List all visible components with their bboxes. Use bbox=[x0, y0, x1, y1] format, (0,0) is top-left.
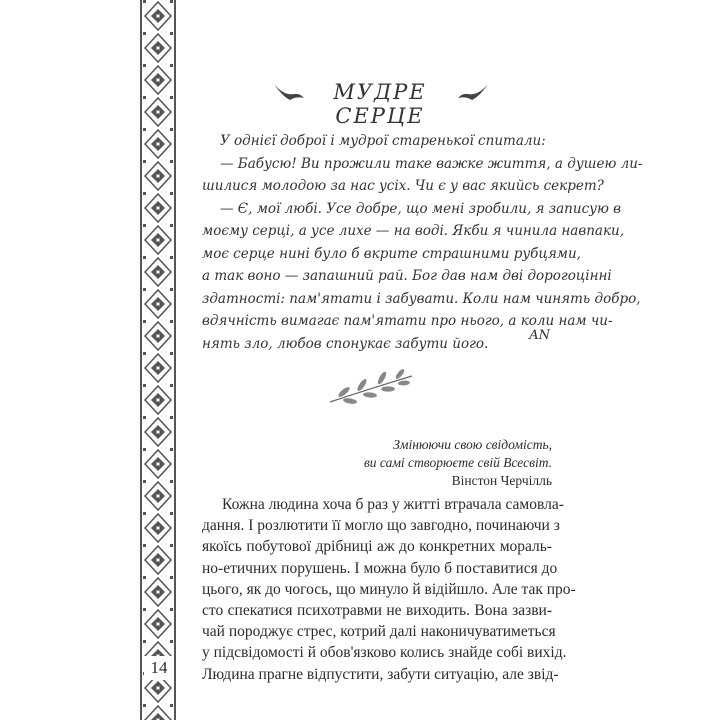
story-text bbox=[202, 130, 643, 355]
story-line: здатності: пам'ятати і забувати. Коли нам чинять добро, bbox=[202, 290, 641, 307]
body-text bbox=[202, 494, 576, 685]
ornament-pattern bbox=[142, 0, 174, 720]
epigraph-author: Вінстон Черчілль bbox=[451, 473, 552, 488]
body-line: цього, як до чогось, що минуло й відійшло. Але так про- bbox=[202, 580, 576, 598]
epigraph-line: ви самі створюєте свій Всесвіт. bbox=[363, 455, 552, 470]
page-number: 14 bbox=[144, 656, 174, 680]
body-line: сто спекатися психотравми не виходить. Вона зазви- bbox=[202, 602, 552, 620]
body-line: но-етичних порушень. І можна було б поставитися до bbox=[202, 559, 558, 577]
story-line: У однієї доброї і мудрої старенької спитали: bbox=[220, 133, 546, 149]
epigraph-line: Змінюючи свою свідомість, bbox=[393, 437, 552, 452]
epigraph bbox=[364, 436, 552, 490]
story-line: моєму серці, а усе лихе — на воді. Якби я чинила навпаки, bbox=[202, 223, 624, 239]
story-line: шилися молодою за нас усіх. Чи є у вас якийсь секрет? bbox=[202, 178, 604, 194]
body-line: Людина прагне відпустити, забути ситуацію, але звід- bbox=[202, 665, 559, 683]
story-line: а так воно — запашний рай. Бог дав нам дві дорогоцінні bbox=[202, 268, 612, 284]
story-line: вдячність вимагає пам'ятати про нього, а коли нам чи- bbox=[202, 313, 613, 329]
story-line: моє серце нині було б вкрите страшними рубцями, bbox=[202, 245, 581, 262]
body-line: дання. І розлютити її могло що завгодно, починаючи з bbox=[202, 517, 560, 535]
story-line: нять зло, любов спонукає забути його. bbox=[202, 335, 489, 352]
body-line: Кожна людина хоча б раз у житті втрачала самовла- bbox=[222, 496, 564, 513]
swallow-right-icon bbox=[456, 82, 490, 104]
story-line: — Бабусю! Ви прожили таке важке життя, а душею ли- bbox=[220, 155, 643, 172]
chapter-title: МУДРЕ СЕРЦЕ bbox=[333, 80, 427, 128]
body-line: якоїсь побутової дрібниці аж до конкретних мораль- bbox=[202, 538, 552, 556]
ornamental-border bbox=[140, 0, 176, 720]
olive-branch-icon bbox=[326, 368, 416, 408]
story-line: — Є, мої любі. Усе добре, що мені зробили, я записую в bbox=[220, 200, 621, 217]
story-author: AN bbox=[529, 328, 550, 343]
swallow-left-icon bbox=[272, 82, 306, 104]
body-line: чай породжує стрес, котрий далі наконичуватиметься bbox=[202, 623, 556, 641]
body-line: у підсвідомості й обов'язково колись знайде собі вихід. bbox=[202, 644, 567, 662]
